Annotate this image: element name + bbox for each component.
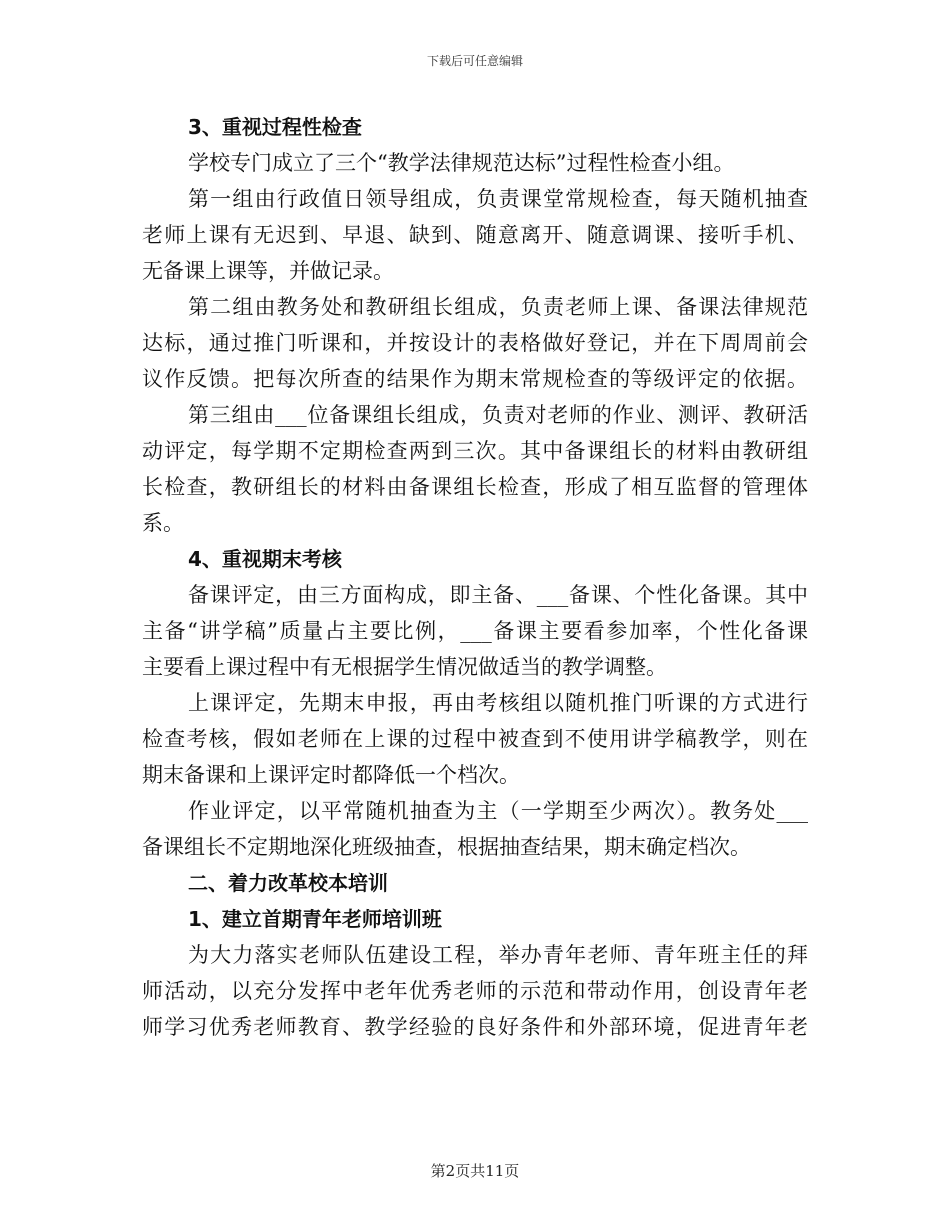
paragraph-line: 备课评定，由三方面构成，即主备、___备课、个性化备课。其中	[188, 583, 808, 607]
section-heading: 二、着力改革校本培训	[188, 871, 388, 895]
paragraph-line: 作业评定，以平常随机抽查为主（一学期至少两次）。教务处___	[188, 799, 808, 823]
paragraph-line: 议作反馈。把每次所查的结果作为期末常规检查的等级评定的依据。	[142, 367, 808, 391]
paragraph-line: 第一组由行政值日领导组成，负责课堂常规检查，每天随机抽查	[188, 187, 808, 211]
page-number: 第2页共11页	[430, 1162, 520, 1180]
paragraph-line: 学校专门成立了三个“教学法律规范达标”过程性检查小组。	[188, 151, 735, 175]
section-heading: 1、建立首期青年老师培训班	[188, 907, 442, 931]
paragraph-line: 老师上课有无迟到、早退、缺到、随意离开、随意调课、接听手机、	[142, 223, 808, 247]
page-header: 下载后可任意编辑	[426, 54, 523, 68]
paragraph-line: 上课评定，先期末申报，再由考核组以随机推门听课的方式进行	[188, 691, 808, 715]
paragraph-line: 备课组长不定期地深化班级抽查，根据抽查结果，期末确定档次。	[142, 835, 751, 859]
paragraph-line: 第二组由教务处和教研组长组成，负责老师上课、备课法律规范	[188, 295, 808, 319]
document-body	[142, 109, 808, 1045]
paragraph-line: 第三组由___位备课组长组成，负责对老师的作业、测评、教研活	[188, 403, 808, 427]
section-heading: 4、重视期末考核	[188, 547, 342, 571]
paragraph-line: 检查考核，假如老师在上课的过程中被查到不使用讲学稿教学，则在	[142, 727, 808, 751]
paragraph-line: 系。	[142, 511, 184, 535]
paragraph-line: 为大力落实老师队伍建设工程，举办青年老师、青年班主任的拜	[188, 943, 808, 967]
paragraph-line: 达标，通过推门听课和，并按设计的表格做好登记，并在下周周前会	[142, 331, 808, 355]
section-heading: 3、重视过程性检查	[188, 115, 362, 139]
paragraph-line: 师活动，以充分发挥中老年优秀老师的示范和带动作用，创设青年老	[142, 979, 808, 1003]
paragraph-line: 期末备课和上课评定时都降低一个档次。	[142, 763, 520, 787]
paragraph-line: 无备课上课等，并做记录。	[142, 259, 394, 283]
paragraph-line: 师学习优秀老师教育、教学经验的良好条件和外部环境，促进青年老	[142, 1015, 808, 1039]
paragraph-line: 动评定，每学期不定期检查两到三次。其中备课组长的材料由教研组	[142, 439, 808, 463]
paragraph-line: 主要看上课过程中有无根据学生情况做适当的教学调整。	[142, 655, 667, 679]
paragraph-line: 长检查，教研组长的材料由备课组长检查，形成了相互监督的管理体	[142, 475, 808, 499]
paragraph-line: 主备“讲学稿”质量占主要比例，___备课主要看参加率，个性化备课	[142, 619, 808, 643]
